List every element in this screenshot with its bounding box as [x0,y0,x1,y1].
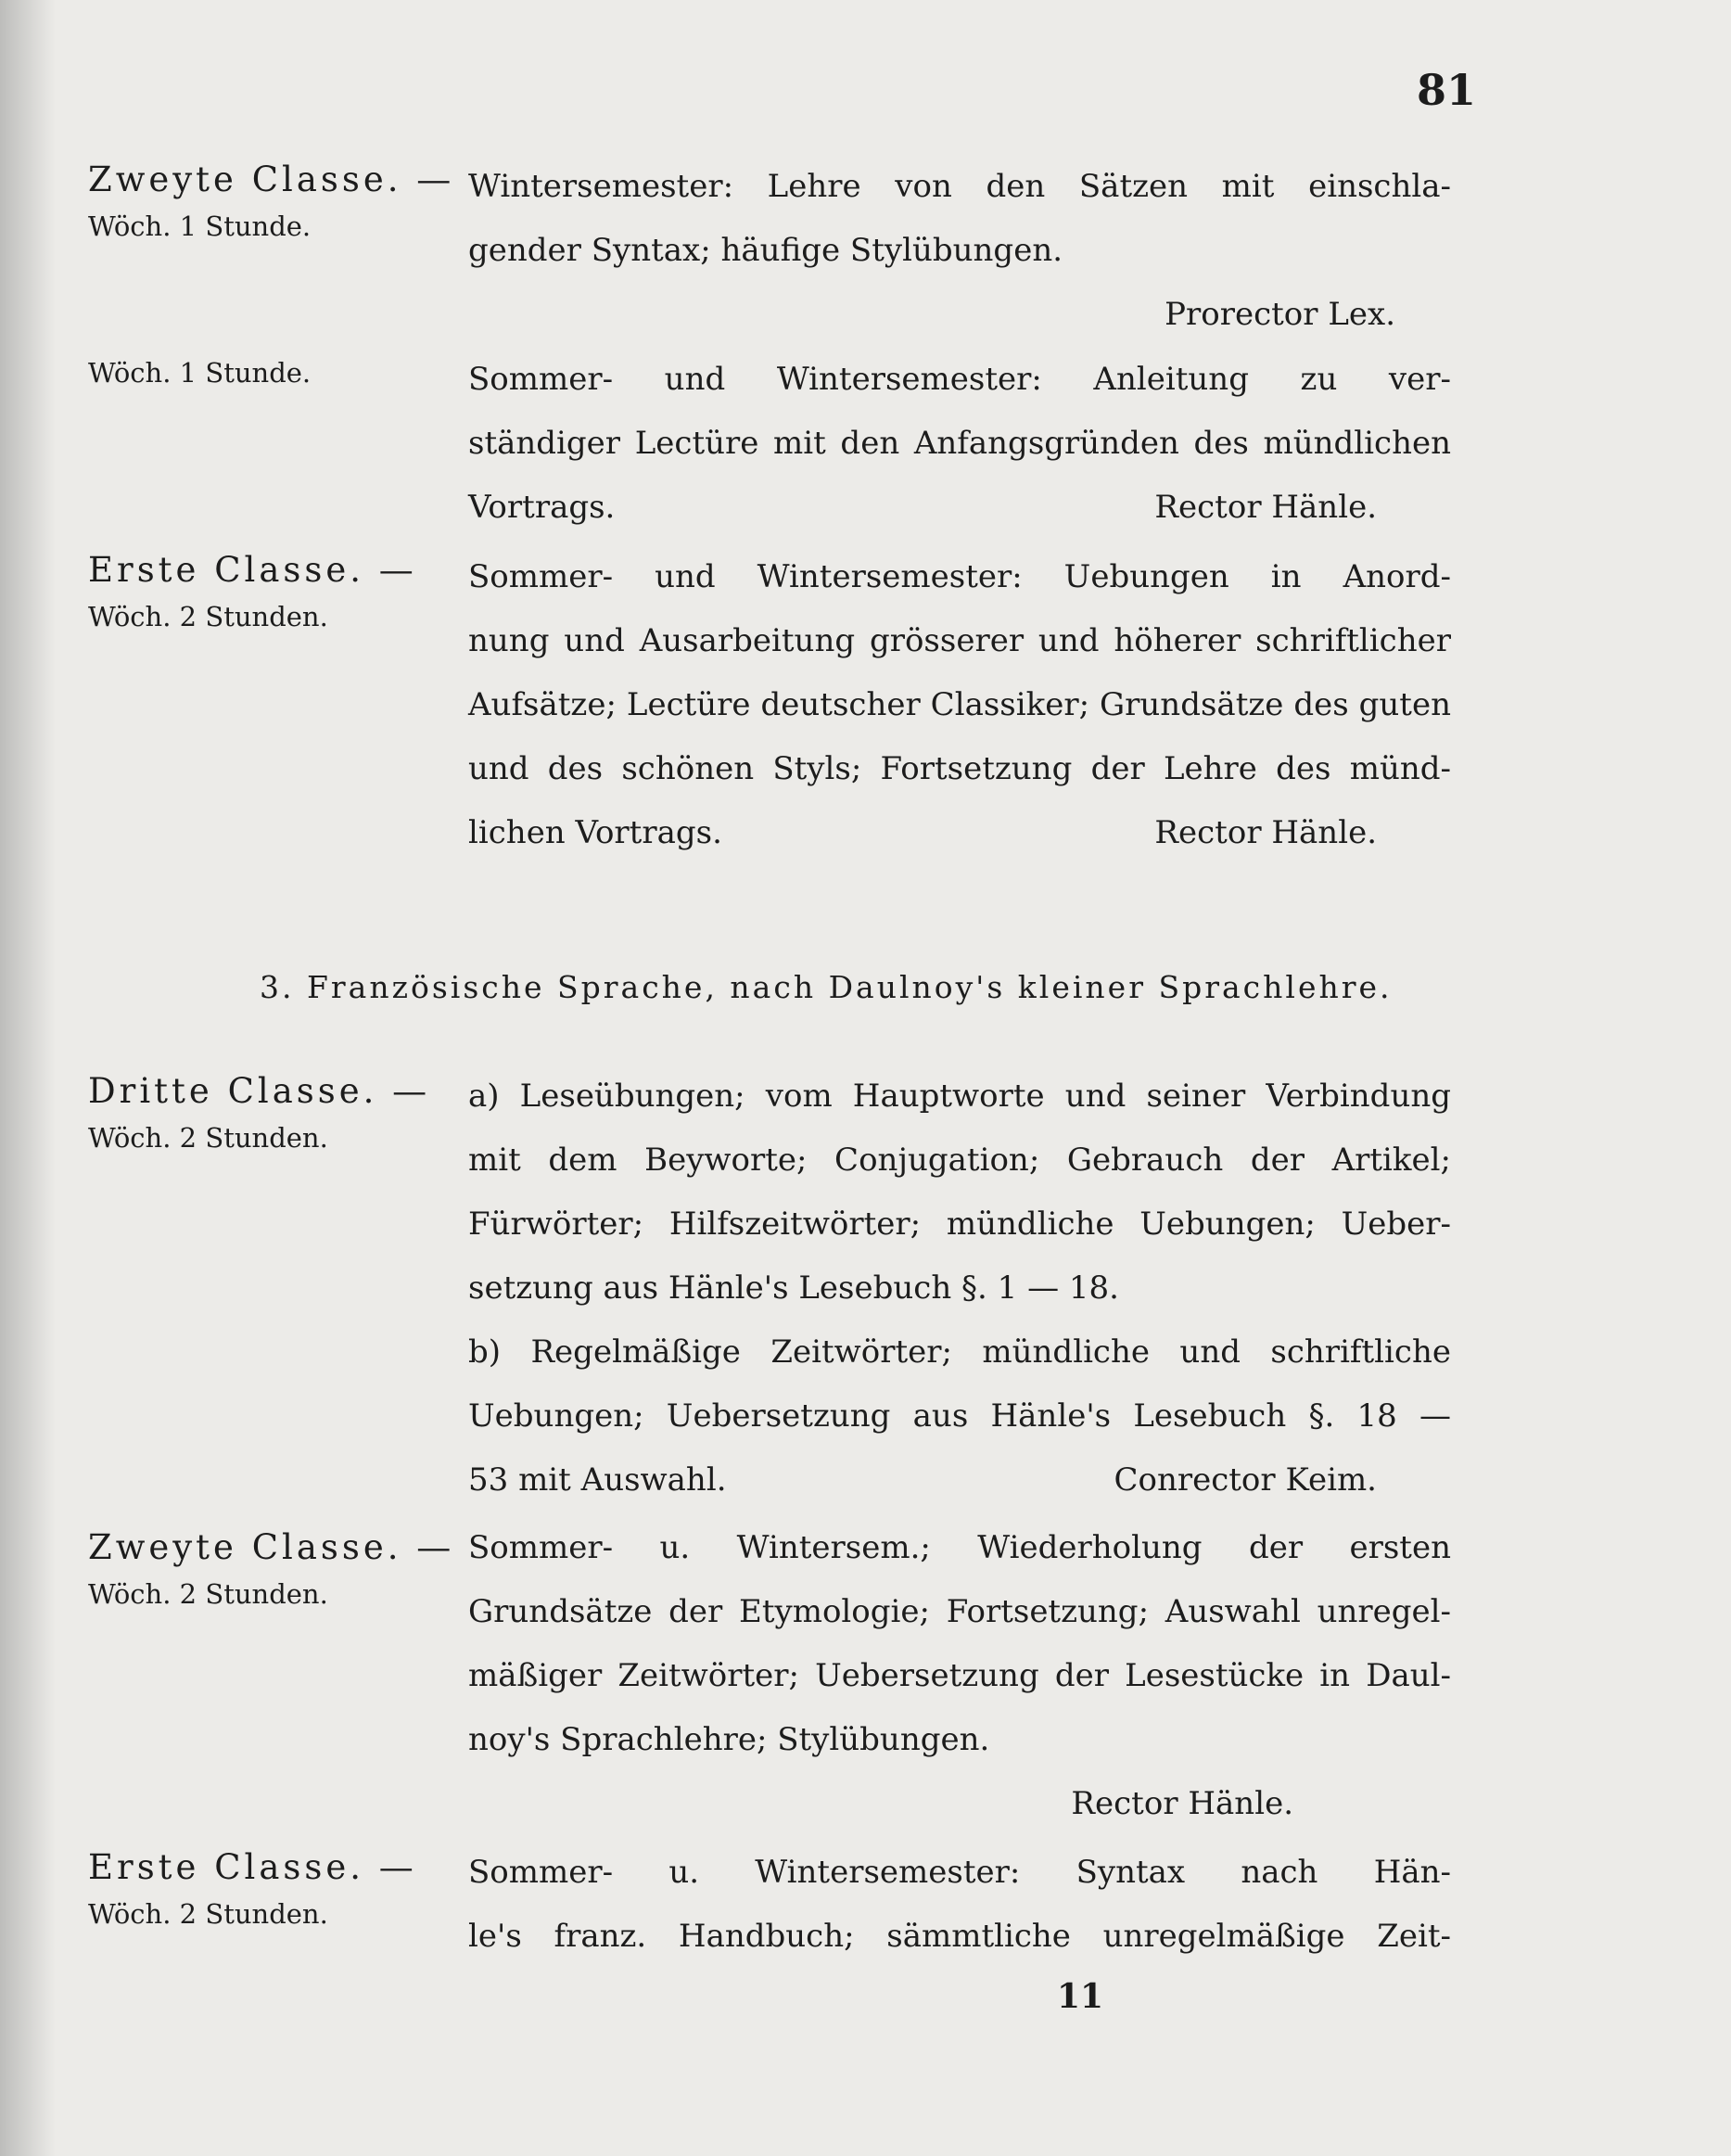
teacher-name: Rector Hänle. [1154,814,1377,851]
entry-6-text [468,1841,1451,1969]
text-line: a) Leseübungen; vom Hauptworte und seiner Verbindung [468,1078,1451,1115]
text-line: b) Regelmäßige Zeitwörter; mündliche und schriftliche [468,1333,1451,1371]
text-line-with-teacher [468,801,1451,865]
text-line: nung und Ausarbeitung grösserer und höherer schriftlicher [468,622,1451,659]
text-line: gender Syntax; häufige Stylübungen. [468,232,1063,269]
class-name: Zweyte Classe. — [88,1527,455,1567]
teacher-name: Prorector Lex. [1165,296,1395,333]
text-line: Vortrags. [468,489,616,526]
signature-mark: 11 [1057,1977,1104,2016]
text-line: ständiger Lectüre mit den Anfangsgründen des mündlichen [468,425,1451,462]
text-line: 53 mit Auswahl. [468,1461,727,1499]
weekly-hours: Wöch. 2 Stunden. [88,1898,328,1930]
text-line: und des schönen Styls; Fortsetzung der Lehre des münd- [468,750,1451,787]
entry-5-text [468,1516,1451,1836]
text-line: noy's Sprachlehre; Stylübungen. [468,1721,990,1758]
class-name: Erste Classe. — [88,1847,417,1887]
entry-2-left [88,357,459,389]
class-name: Zweyte Classe. — [88,159,455,199]
weekly-hours: Wöch. 2 Stunden. [88,1578,328,1610]
entry-5-left [88,1527,459,1610]
text-line: lichen Vortrags. [468,814,722,851]
text-line: setzung aus Hänle's Lesebuch §. 1 — 18. [468,1269,1119,1307]
entry-3-text [468,545,1451,865]
text-line: Grundsätze der Etymologie; Fortsetzung; Auswahl unregel- [468,1593,1451,1630]
class-name: Erste Classe. — [88,550,417,590]
entry-3-left [88,550,459,632]
entry-1-left [88,159,459,242]
teacher-name: Conrector Keim. [1114,1461,1377,1499]
text-line-with-teacher [468,1448,1451,1512]
text-line: Sommer- und Wintersemester: Anleitung zu ver- [468,361,1451,398]
weekly-hours: Wöch. 1 Stunde. [88,210,312,242]
text-line: Sommer- u. Wintersem.; Wiederholung der ersten [468,1529,1451,1566]
text-line: mit dem Beyworte; Conjugation; Gebrauch der Artikel; [468,1142,1451,1179]
teacher-name: Rector Hänle. [1154,489,1377,526]
weekly-hours: Wöch. 1 Stunde. [88,357,312,389]
section-heading: 3. Französische Sprache, nach Daulnoy's kleiner Sprachlehre. [260,969,1393,1005]
weekly-hours: Wöch. 2 Stunden. [88,601,328,632]
text-line: Uebungen; Uebersetzung aus Hänle's Lesebuch §. 18 — [468,1397,1451,1435]
text-line-with-teacher [468,476,1451,540]
entry-1-text [468,155,1451,347]
page-number: 81 [1417,65,1477,115]
class-name: Dritte Classe. — [88,1071,431,1111]
text-line: Sommer- und Wintersemester: Uebungen in Anord- [468,558,1451,595]
weekly-hours: Wöch. 2 Stunden. [88,1122,328,1154]
entry-4-text [468,1065,1451,1512]
text-line: Wintersemester: Lehre von den Sätzen mit einschla- [468,168,1451,205]
entry-6-left [88,1847,459,1930]
teacher-name: Rector Hänle. [1071,1785,1293,1822]
entry-4-left [88,1071,459,1154]
entry-2-text [468,348,1451,540]
text-line: Aufsätze; Lectüre deutscher Classiker; Grundsätze des guten [468,686,1451,723]
text-line: le's franz. Handbuch; sämmtliche unregelmäßige Zeit- [468,1918,1451,1955]
text-line: Fürwörter; Hilfszeitwörter; mündliche Uebungen; Ueber- [468,1206,1451,1243]
binding-shadow [0,0,56,2156]
text-line: mäßiger Zeitwörter; Uebersetzung der Lesestücke in Daul- [468,1657,1451,1694]
text-line: Sommer- u. Wintersemester: Syntax nach Hän- [468,1854,1451,1891]
